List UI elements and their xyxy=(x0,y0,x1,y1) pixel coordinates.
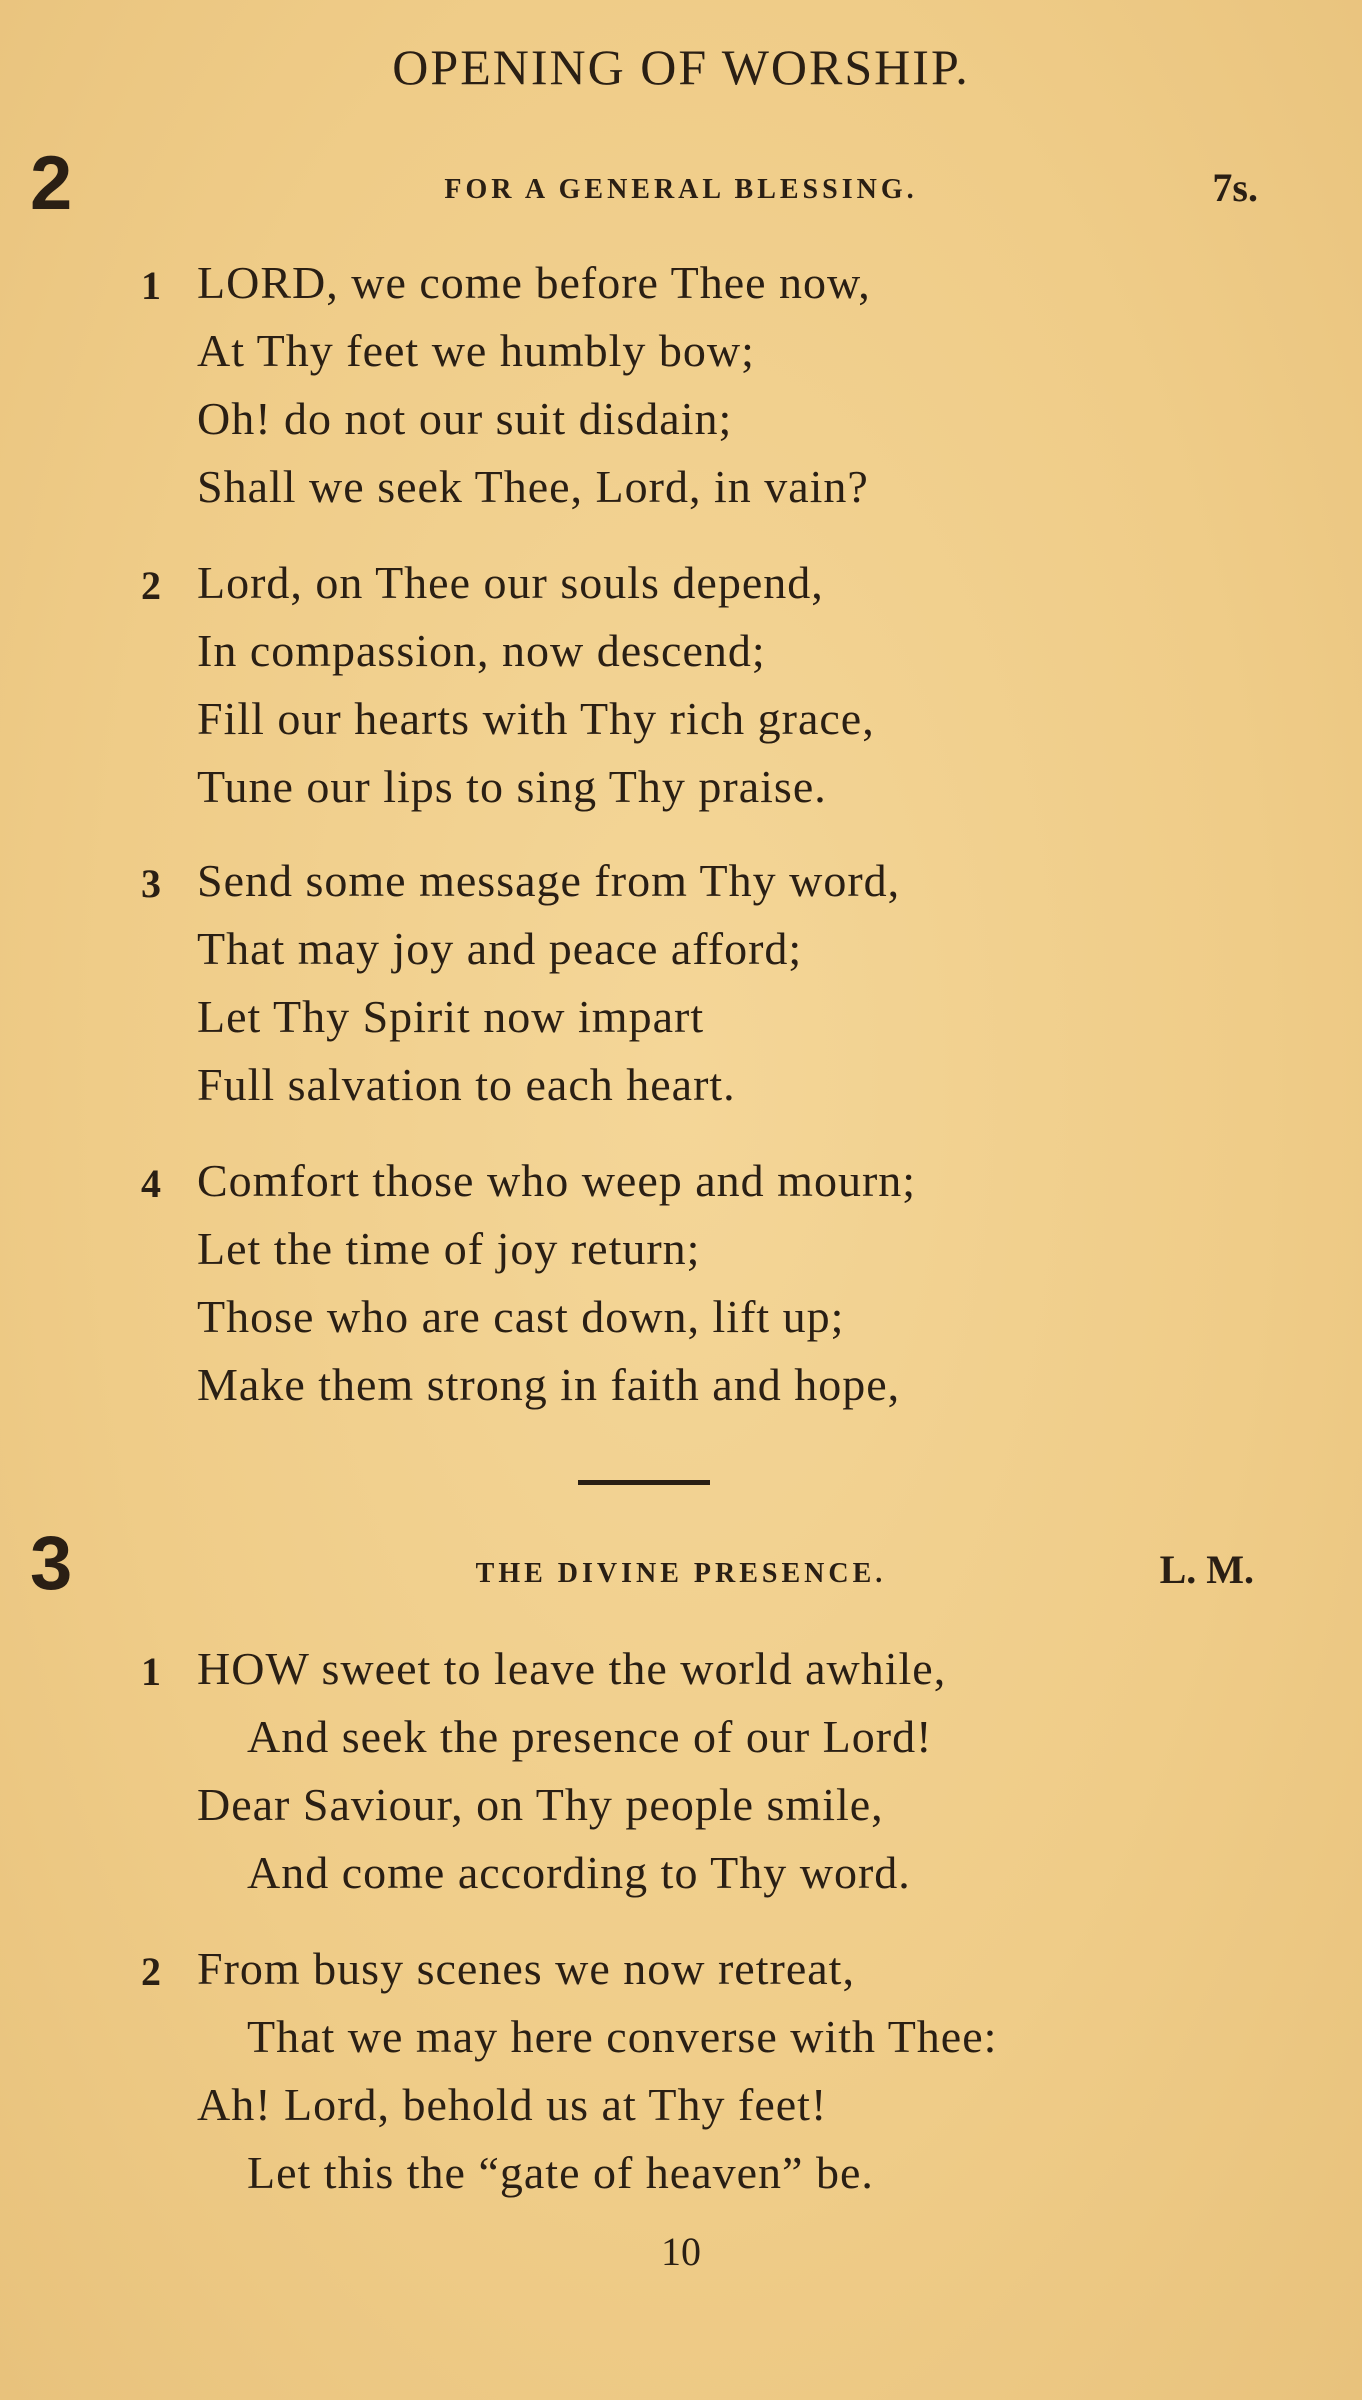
verse-line: LORD, we come before Thee now, xyxy=(197,257,871,308)
hymn-title: FOR A GENERAL BLESSING. xyxy=(444,174,918,205)
verse-number: 2 xyxy=(141,563,161,608)
verse-line: Dear Saviour, on Thy people smile, xyxy=(197,1779,884,1830)
verse-line: That we may here converse with Thee: xyxy=(247,2011,998,2062)
hymn-number: 3 xyxy=(30,1521,73,1606)
verse-number: 1 xyxy=(141,263,161,308)
page-header: OPENING OF WORSHIP. xyxy=(392,39,970,95)
verse-line: Lord, on Thee our souls depend, xyxy=(197,557,824,608)
verse-line: Make them strong in faith and hope, xyxy=(197,1359,901,1410)
verse-line: Let the time of joy return; xyxy=(197,1223,701,1274)
verse-number: 4 xyxy=(141,1161,161,1206)
hymn-title: THE DIVINE PRESENCE. xyxy=(475,1558,887,1589)
verse-line: From busy scenes we now retreat, xyxy=(197,1943,855,1994)
verse-line: HOW sweet to leave the world awhile, xyxy=(197,1643,947,1694)
page-number: 10 xyxy=(661,2229,701,2274)
verse-line: That may joy and peace afford; xyxy=(197,923,803,974)
verse-number: 1 xyxy=(141,1649,161,1694)
verse-line: Send some message from Thy word, xyxy=(197,855,901,906)
hymn-number: 2 xyxy=(30,141,73,226)
verse-line: Those who are cast down, lift up; xyxy=(197,1291,845,1342)
verse-line: And come according to Thy word. xyxy=(247,1847,911,1898)
verse-line: Comfort those who weep and mourn; xyxy=(197,1155,917,1206)
verse-line: Full salvation to each heart. xyxy=(197,1059,736,1110)
verse-number: 3 xyxy=(141,861,161,906)
verse-line: In compassion, now descend; xyxy=(197,625,766,676)
verse-line: And seek the presence of our Lord! xyxy=(247,1711,933,1762)
hymn-tune: 7s. xyxy=(1212,165,1258,210)
verse-line: Shall we seek Thee, Lord, in vain? xyxy=(197,461,869,512)
verse-line: Let Thy Spirit now impart xyxy=(197,991,705,1042)
verse-line: Ah! Lord, behold us at Thy feet! xyxy=(197,2079,828,2130)
verse-line: Fill our hearts with Thy rich grace, xyxy=(197,693,875,744)
hymn-tune: L. M. xyxy=(1159,1547,1254,1592)
verse-line: At Thy feet we humbly bow; xyxy=(197,325,755,376)
verse-line: Oh! do not our suit disdain; xyxy=(197,393,733,444)
verse-line: Let this the “gate of heaven” be. xyxy=(247,2147,874,2198)
verse-number: 2 xyxy=(141,1949,161,1994)
section-divider xyxy=(578,1480,710,1485)
verse-line: Tune our lips to sing Thy praise. xyxy=(197,761,827,812)
